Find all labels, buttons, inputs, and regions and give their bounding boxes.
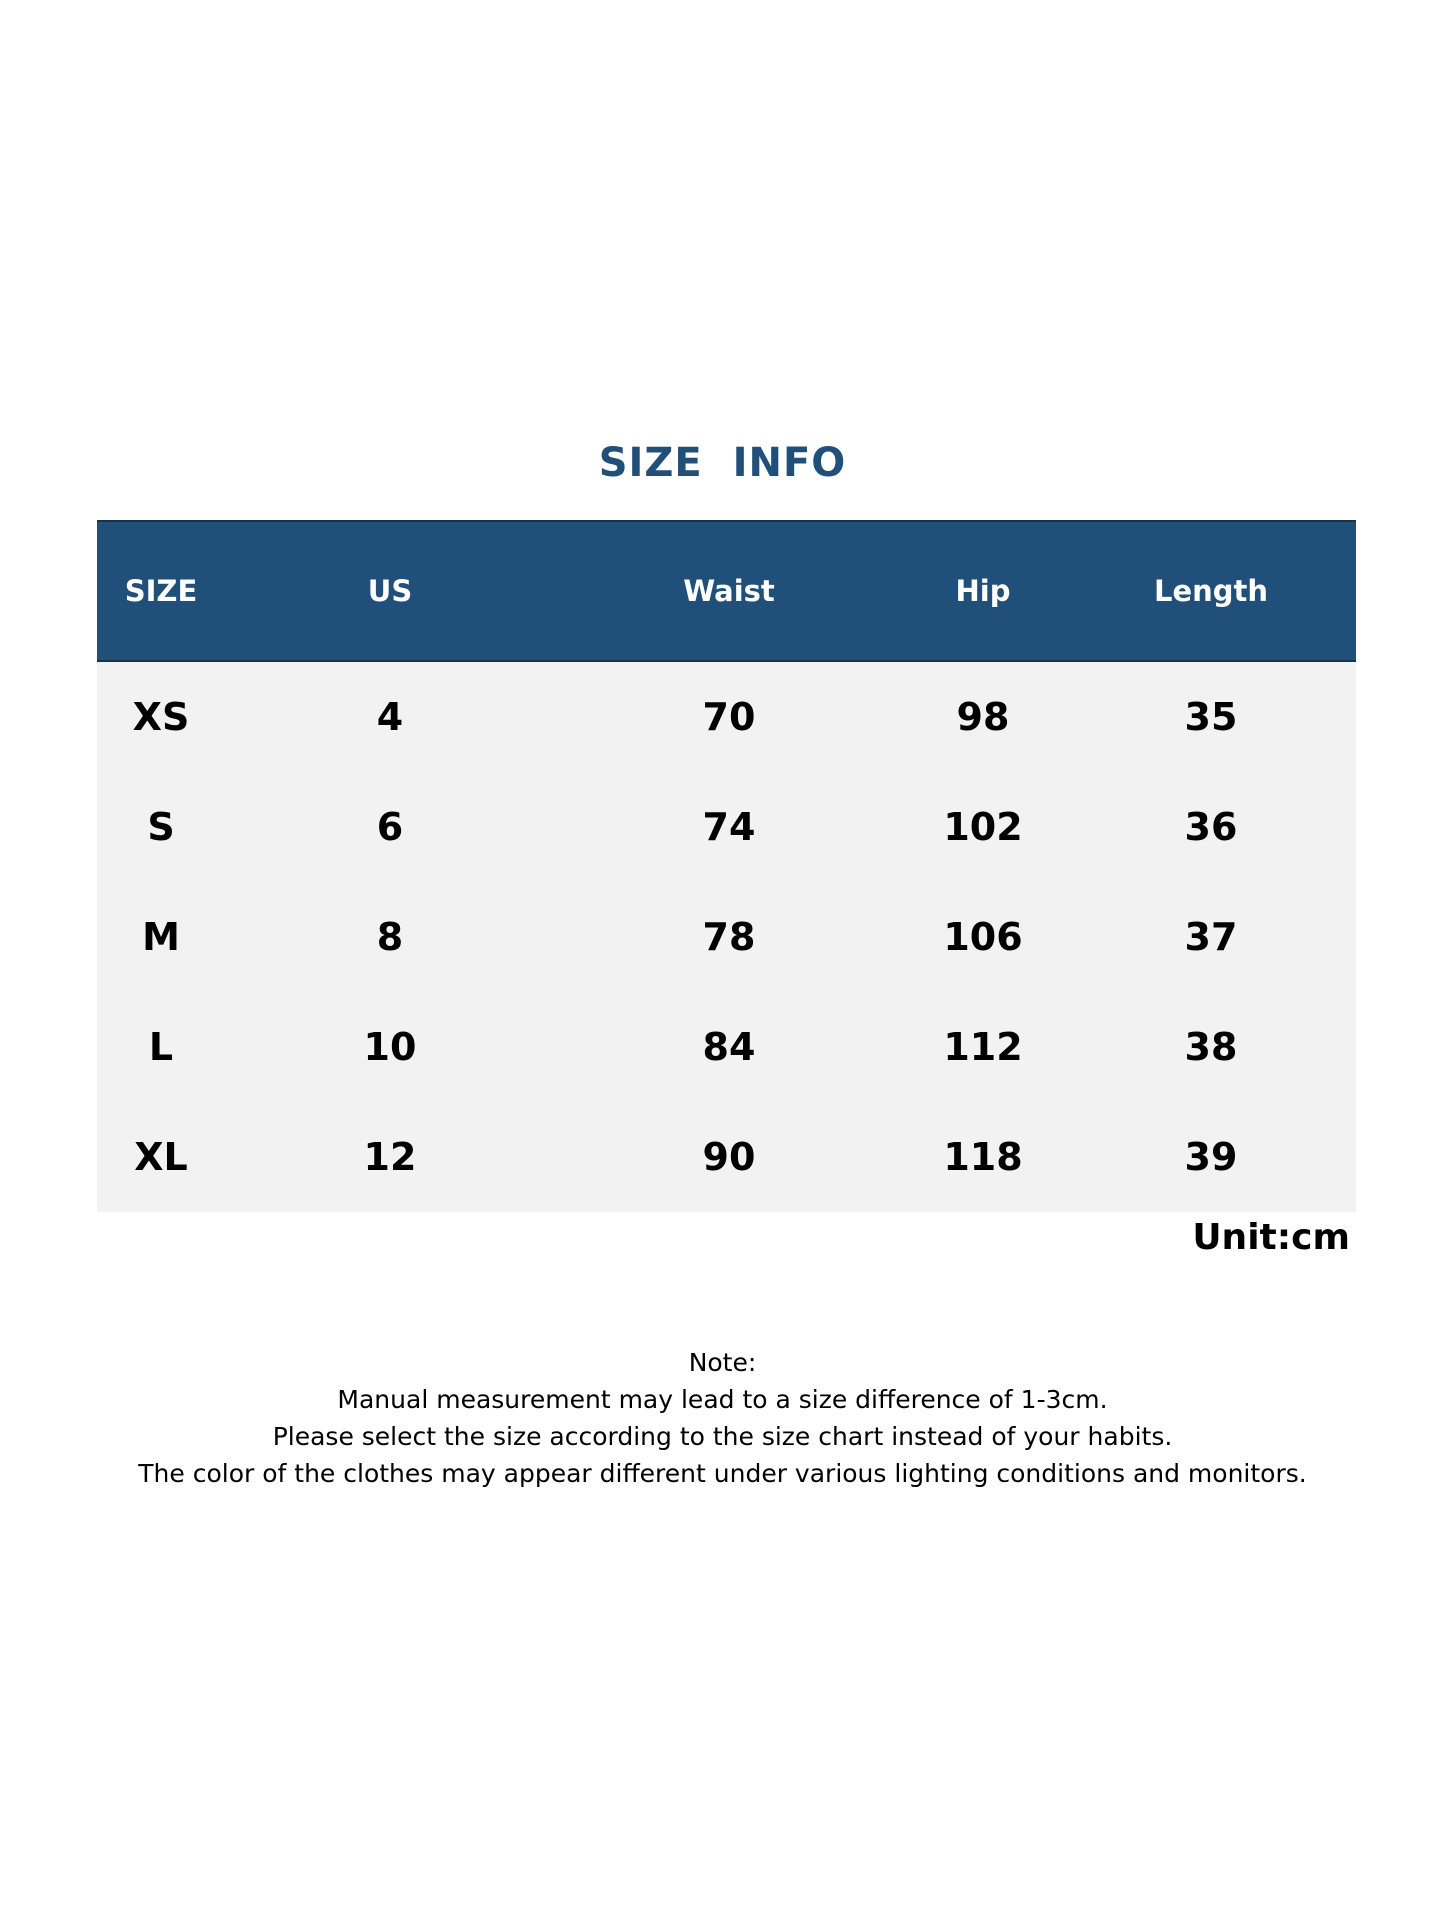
table-header-row <box>97 520 1356 662</box>
header-waist: Waist <box>683 574 775 608</box>
page-title: SIZE INFO <box>598 440 847 486</box>
table-row <box>97 992 1356 1102</box>
table-row <box>97 772 1356 882</box>
cell-waist: 84 <box>702 1025 756 1069</box>
cell-length: 37 <box>1184 915 1238 959</box>
table-row <box>97 882 1356 992</box>
cell-size: M <box>142 915 180 959</box>
cell-us: 8 <box>376 915 404 959</box>
cell-us: 4 <box>376 695 404 739</box>
note-line: Please select the size according to the size chart instead of your habits. <box>272 1422 1173 1451</box>
cell-us: 12 <box>363 1135 417 1179</box>
cell-hip: 118 <box>943 1135 1023 1179</box>
table-row <box>97 1102 1356 1212</box>
cell-length: 39 <box>1184 1135 1238 1179</box>
cell-size: S <box>147 805 175 849</box>
cell-waist: 70 <box>702 695 756 739</box>
notes-section <box>0 1344 1445 1492</box>
cell-us: 6 <box>376 805 404 849</box>
cell-size: XL <box>134 1135 188 1179</box>
notes-heading: Note: <box>688 1348 757 1377</box>
table-body <box>97 662 1356 1212</box>
cell-hip: 112 <box>943 1025 1023 1069</box>
header-size: SIZE <box>124 574 198 608</box>
header-us: US <box>367 574 413 608</box>
unit-label: Unit:cm <box>1192 1217 1350 1258</box>
cell-size: L <box>148 1025 174 1069</box>
cell-waist: 78 <box>702 915 756 959</box>
cell-us: 10 <box>363 1025 417 1069</box>
cell-length: 36 <box>1184 805 1238 849</box>
header-length: Length <box>1153 574 1269 608</box>
note-line: Manual measurement may lead to a size difference of 1-3cm. <box>337 1385 1108 1414</box>
cell-waist: 74 <box>702 805 756 849</box>
header-hip: Hip <box>955 574 1011 608</box>
cell-hip: 98 <box>956 695 1010 739</box>
cell-hip: 106 <box>943 915 1023 959</box>
note-line: The color of the clothes may appear different under various lighting conditions and monitors. <box>138 1459 1307 1488</box>
cell-length: 35 <box>1184 695 1238 739</box>
cell-size: XS <box>132 695 190 739</box>
size-table <box>97 520 1356 1212</box>
cell-length: 38 <box>1184 1025 1238 1069</box>
table-row <box>97 662 1356 772</box>
cell-hip: 102 <box>943 805 1023 849</box>
cell-waist: 90 <box>702 1135 756 1179</box>
